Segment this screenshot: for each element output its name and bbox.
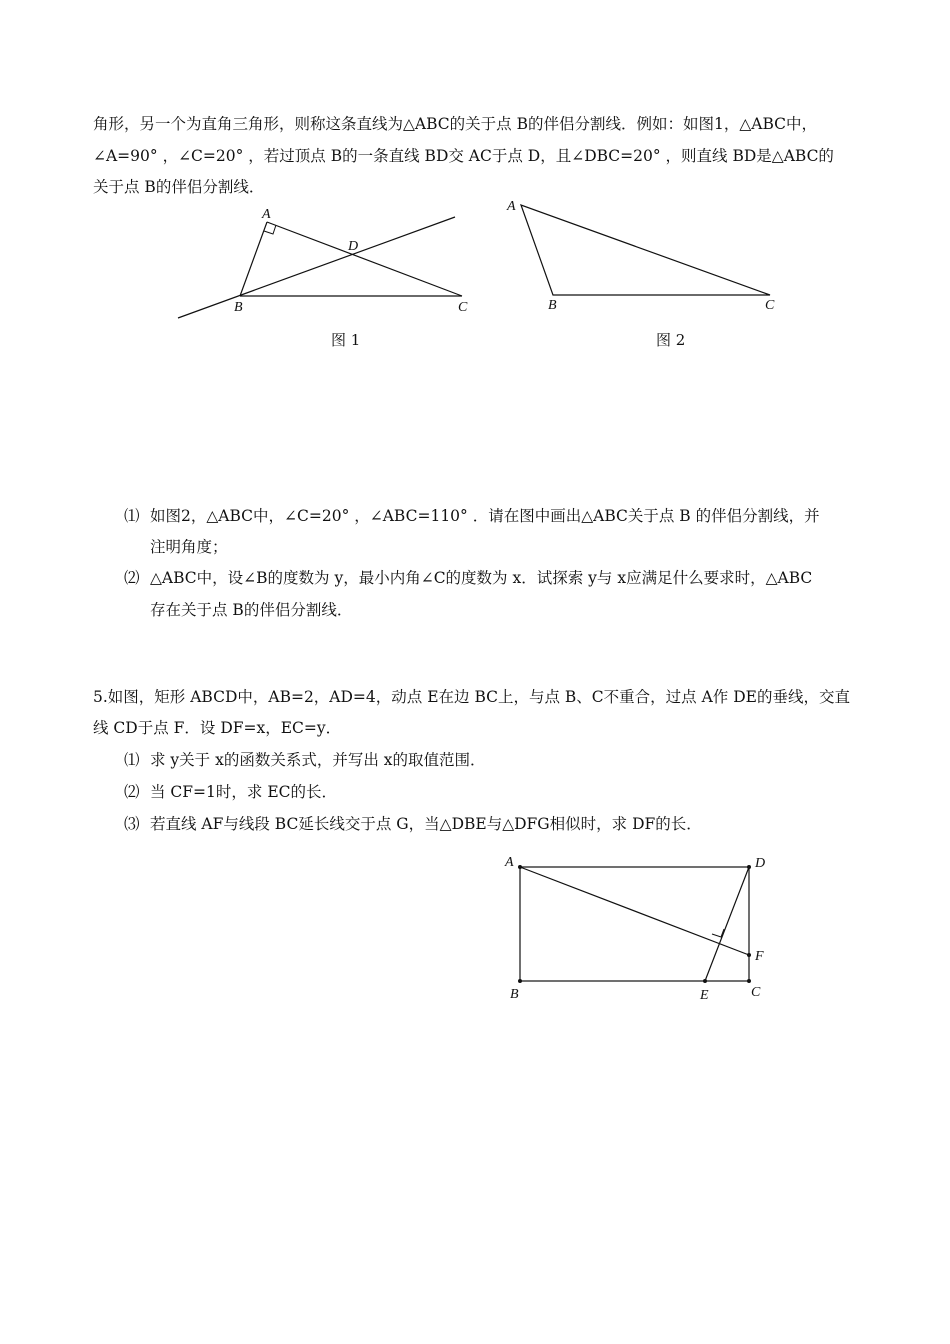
q5-sub2: 当 CF=1时，求 EC的长． <box>150 783 337 801</box>
q4-part2-line-2: 存在关于点 B的伴侣分割线． <box>150 601 353 619</box>
q5-line-2: 线 CD于点 F．设 DF=x，EC=y． <box>93 719 342 737</box>
fig2-label-c: C <box>765 298 775 313</box>
fig3-label-b: B <box>510 987 519 1002</box>
fig1-line-bd <box>178 217 455 318</box>
fig1-label-d: D <box>348 239 359 254</box>
q5-sub2-marker: ⑵ <box>124 783 140 801</box>
fig3-point-b <box>518 979 522 983</box>
fig3-line-de <box>705 867 749 981</box>
fig3-label-a: A <box>505 855 514 870</box>
figure-1-caption: 图 1 <box>331 331 361 349</box>
fig3-point-c <box>747 979 751 983</box>
fig2-label-a: A <box>507 199 516 214</box>
fig1-label-c: C <box>458 300 468 315</box>
intro-line-3: 关于点 B的伴侣分割线． <box>93 178 265 196</box>
fig3-point-d <box>747 865 751 869</box>
q5-sub3: 若直线 AF与线段 BC延长线交于点 G，当△DBE与△DFG相似时，求 DF的长． <box>150 815 702 833</box>
q5-sub1: 求 y关于 x的函数关系式，并写出 x的取值范围． <box>150 751 486 769</box>
figure-1 <box>170 200 470 325</box>
fig3-label-d: D <box>755 856 766 871</box>
q4-part2-line-1: △ABC中，设∠B的度数为 y，最小内角∠C的度数为 x．试探索 y与 x应满足什么要求时，△ABC <box>150 569 813 587</box>
q4-part1-line-2: 注明角度； <box>150 538 228 556</box>
fig3-label-e: E <box>700 988 709 1003</box>
fig2-triangle <box>521 205 770 295</box>
fig1-label-b: B <box>234 300 243 315</box>
q5-sub3-marker: ⑶ <box>124 815 140 833</box>
fig1-side-ab <box>240 222 267 296</box>
intro-line-1: 角形，另一个为直角三角形，则称这条直线为△ABC的关于点 B的伴侣分割线．例如：如图1，△ABC中， <box>93 115 817 133</box>
q4-part2-marker: ⑵ <box>124 569 140 587</box>
q4-part1-line-1: 如图2，△ABC中，∠C=20° ，∠ABC=110° ．请在图中画出△ABC关于点 B 的伴侣分割线，并 <box>150 507 820 525</box>
figure-2 <box>500 190 790 315</box>
fig3-point-e <box>703 979 707 983</box>
figure-3 <box>500 850 780 1010</box>
fig3-point-a <box>518 865 522 869</box>
fig3-rectangle-abcd <box>520 867 749 981</box>
fig1-side-ac <box>267 222 462 296</box>
fig3-line-af <box>520 867 749 955</box>
intro-line-2: ∠A=90° ，∠C=20° ，若过顶点 B的一条直线 BD交 AC于点 D，且∠DBC=20° ，则直线 BD是△ABC的 <box>93 147 834 165</box>
fig3-point-f <box>747 953 751 957</box>
fig3-label-f: F <box>755 949 764 964</box>
q4-part1-marker: ⑴ <box>124 507 140 525</box>
q5-sub1-marker: ⑴ <box>124 751 140 769</box>
fig3-label-c: C <box>751 985 761 1000</box>
q5-line-1: 5.如图，矩形 ABCD中，AB=2，AD=4，动点 E在边 BC上，与点 B、C不重合，过点 A作 DE的垂线，交直 <box>93 688 850 706</box>
figure-2-caption: 图 2 <box>656 331 686 349</box>
fig2-label-b: B <box>548 298 557 313</box>
fig1-label-a: A <box>262 207 271 222</box>
